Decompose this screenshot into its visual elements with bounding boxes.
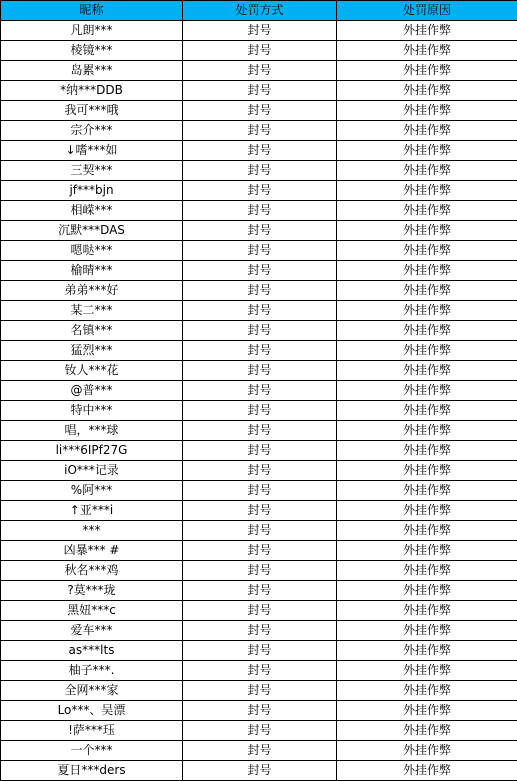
cell-reason: 外挂作弊	[337, 221, 517, 241]
column-header-reason: 处罚原因	[337, 1, 517, 21]
cell-nickname: Lo***、吴漂	[1, 701, 183, 721]
table-row	[1, 701, 517, 721]
cell-method: 封号	[183, 621, 337, 641]
table-row	[1, 381, 517, 401]
cell-method: 封号	[183, 321, 337, 341]
cell-nickname: 钕人***花	[1, 361, 183, 381]
table-row	[1, 521, 517, 541]
table-row	[1, 321, 517, 341]
table-row	[1, 341, 517, 361]
cell-method: 封号	[183, 721, 337, 741]
cell-reason: 外挂作弊	[337, 481, 517, 501]
cell-nickname: 榆晴***	[1, 261, 183, 281]
table-row	[1, 81, 517, 101]
table-row	[1, 161, 517, 181]
cell-reason: 外挂作弊	[337, 121, 517, 141]
cell-reason: 外挂作弊	[337, 761, 517, 781]
cell-nickname: ?莫***珑	[1, 581, 183, 601]
table-row	[1, 721, 517, 741]
cell-reason: 外挂作弊	[337, 341, 517, 361]
cell-reason: 外挂作弊	[337, 401, 517, 421]
cell-method: 封号	[183, 601, 337, 621]
table-row	[1, 121, 517, 141]
header-row	[1, 1, 517, 21]
table-row	[1, 541, 517, 561]
column-header-nickname: 昵称	[1, 1, 183, 21]
cell-nickname: 一个***	[1, 741, 183, 761]
cell-reason: 外挂作弊	[337, 521, 517, 541]
cell-nickname: 唱，***球	[1, 421, 183, 441]
cell-nickname: 凶暴*** #	[1, 541, 183, 561]
table-row	[1, 421, 517, 441]
cell-method: 封号	[183, 501, 337, 521]
cell-method: 封号	[183, 521, 337, 541]
cell-method: 封号	[183, 41, 337, 61]
cell-nickname: iO***记录	[1, 461, 183, 481]
cell-method: 封号	[183, 361, 337, 381]
cell-nickname: li***6IPf27G	[1, 441, 183, 461]
table-row	[1, 601, 517, 621]
cell-method: 封号	[183, 541, 337, 561]
table-row	[1, 361, 517, 381]
cell-reason: 外挂作弊	[337, 41, 517, 61]
table-row	[1, 561, 517, 581]
cell-reason: 外挂作弊	[337, 301, 517, 321]
cell-reason: 外挂作弊	[337, 661, 517, 681]
cell-reason: 外挂作弊	[337, 561, 517, 581]
cell-method: 封号	[183, 221, 337, 241]
cell-reason: 外挂作弊	[337, 461, 517, 481]
cell-method: 封号	[183, 241, 337, 261]
table-row	[1, 21, 517, 41]
table-row	[1, 241, 517, 261]
cell-reason: 外挂作弊	[337, 721, 517, 741]
cell-nickname: 相嵘***	[1, 201, 183, 221]
cell-method: 封号	[183, 441, 337, 461]
table-row	[1, 441, 517, 461]
cell-method: 封号	[183, 581, 337, 601]
cell-reason: 外挂作弊	[337, 541, 517, 561]
cell-reason: 外挂作弊	[337, 741, 517, 761]
cell-nickname: 弟弟***好	[1, 281, 183, 301]
cell-method: 封号	[183, 741, 337, 761]
table-row	[1, 221, 517, 241]
cell-nickname: 我可***哦	[1, 101, 183, 121]
cell-reason: 外挂作弊	[337, 181, 517, 201]
cell-reason: 外挂作弊	[337, 641, 517, 661]
cell-nickname: !萨***珏	[1, 721, 183, 741]
cell-reason: 外挂作弊	[337, 701, 517, 721]
table-row	[1, 401, 517, 421]
cell-nickname: *纳***DDB	[1, 81, 183, 101]
cell-method: 封号	[183, 21, 337, 41]
table-row	[1, 481, 517, 501]
cell-method: 封号	[183, 261, 337, 281]
cell-reason: 外挂作弊	[337, 241, 517, 261]
cell-method: 封号	[183, 161, 337, 181]
table-row	[1, 141, 517, 161]
table-row	[1, 621, 517, 641]
cell-reason: 外挂作弊	[337, 201, 517, 221]
cell-reason: 外挂作弊	[337, 281, 517, 301]
cell-method: 封号	[183, 281, 337, 301]
cell-nickname: 棱镜***	[1, 41, 183, 61]
cell-method: 封号	[183, 81, 337, 101]
cell-nickname: jf***bjn	[1, 181, 183, 201]
cell-method: 封号	[183, 61, 337, 81]
table-row	[1, 681, 517, 701]
table-row	[1, 661, 517, 681]
cell-method: 封号	[183, 141, 337, 161]
table-row	[1, 201, 517, 221]
cell-nickname: 三契***	[1, 161, 183, 181]
cell-method: 封号	[183, 461, 337, 481]
table-row	[1, 741, 517, 761]
cell-method: 封号	[183, 301, 337, 321]
cell-nickname: 嗯哒***	[1, 241, 183, 261]
table-row	[1, 641, 517, 661]
cell-method: 封号	[183, 681, 337, 701]
cell-reason: 外挂作弊	[337, 101, 517, 121]
cell-method: 封号	[183, 181, 337, 201]
cell-nickname: 特中***	[1, 401, 183, 421]
cell-nickname: 秋名***鸡	[1, 561, 183, 581]
cell-reason: 外挂作弊	[337, 421, 517, 441]
cell-nickname: ↓嗜***如	[1, 141, 183, 161]
cell-method: 封号	[183, 401, 337, 421]
cell-nickname: 岛累***	[1, 61, 183, 81]
cell-reason: 外挂作弊	[337, 361, 517, 381]
cell-nickname: 名镇***	[1, 321, 183, 341]
table-row	[1, 101, 517, 121]
cell-method: 封号	[183, 641, 337, 661]
cell-nickname: @普***	[1, 381, 183, 401]
cell-reason: 外挂作弊	[337, 21, 517, 41]
column-header-method: 处罚方式	[183, 1, 337, 21]
cell-method: 封号	[183, 761, 337, 781]
cell-nickname: 爱车***	[1, 621, 183, 641]
cell-method: 封号	[183, 101, 337, 121]
cell-nickname: 全网***家	[1, 681, 183, 701]
cell-method: 封号	[183, 561, 337, 581]
table-row	[1, 761, 517, 781]
cell-nickname: %阿***	[1, 481, 183, 501]
cell-reason: 外挂作弊	[337, 681, 517, 701]
table-row	[1, 261, 517, 281]
table-row	[1, 181, 517, 201]
cell-reason: 外挂作弊	[337, 581, 517, 601]
cell-reason: 外挂作弊	[337, 161, 517, 181]
cell-method: 封号	[183, 121, 337, 141]
cell-method: 封号	[183, 481, 337, 501]
cell-reason: 外挂作弊	[337, 441, 517, 461]
cell-reason: 外挂作弊	[337, 501, 517, 521]
cell-method: 封号	[183, 381, 337, 401]
table-row	[1, 61, 517, 81]
cell-reason: 外挂作弊	[337, 321, 517, 341]
cell-method: 封号	[183, 701, 337, 721]
table-row	[1, 461, 517, 481]
table-row	[1, 501, 517, 521]
cell-nickname: ↑亚***i	[1, 501, 183, 521]
cell-nickname: 猛烈***	[1, 341, 183, 361]
cell-nickname: 夏日***ders	[1, 761, 183, 781]
cell-method: 封号	[183, 661, 337, 681]
cell-method: 封号	[183, 421, 337, 441]
cell-nickname: ***	[1, 521, 183, 541]
cell-reason: 外挂作弊	[337, 621, 517, 641]
table-row	[1, 581, 517, 601]
cell-nickname: 凡朗***	[1, 21, 183, 41]
cell-reason: 外挂作弊	[337, 261, 517, 281]
table-row	[1, 301, 517, 321]
cell-reason: 外挂作弊	[337, 601, 517, 621]
cell-nickname: 柚子***.	[1, 661, 183, 681]
cell-nickname: 黑妞***c	[1, 601, 183, 621]
cell-reason: 外挂作弊	[337, 61, 517, 81]
table-row	[1, 41, 517, 61]
cell-nickname: 某二***	[1, 301, 183, 321]
cell-nickname: as***lts	[1, 641, 183, 661]
cell-nickname: 沉默***DAS	[1, 221, 183, 241]
cell-reason: 外挂作弊	[337, 81, 517, 101]
cell-reason: 外挂作弊	[337, 381, 517, 401]
table-row	[1, 281, 517, 301]
table-body	[1, 21, 517, 781]
cell-method: 封号	[183, 341, 337, 361]
cell-nickname: 宗介***	[1, 121, 183, 141]
cell-method: 封号	[183, 201, 337, 221]
cell-reason: 外挂作弊	[337, 141, 517, 161]
